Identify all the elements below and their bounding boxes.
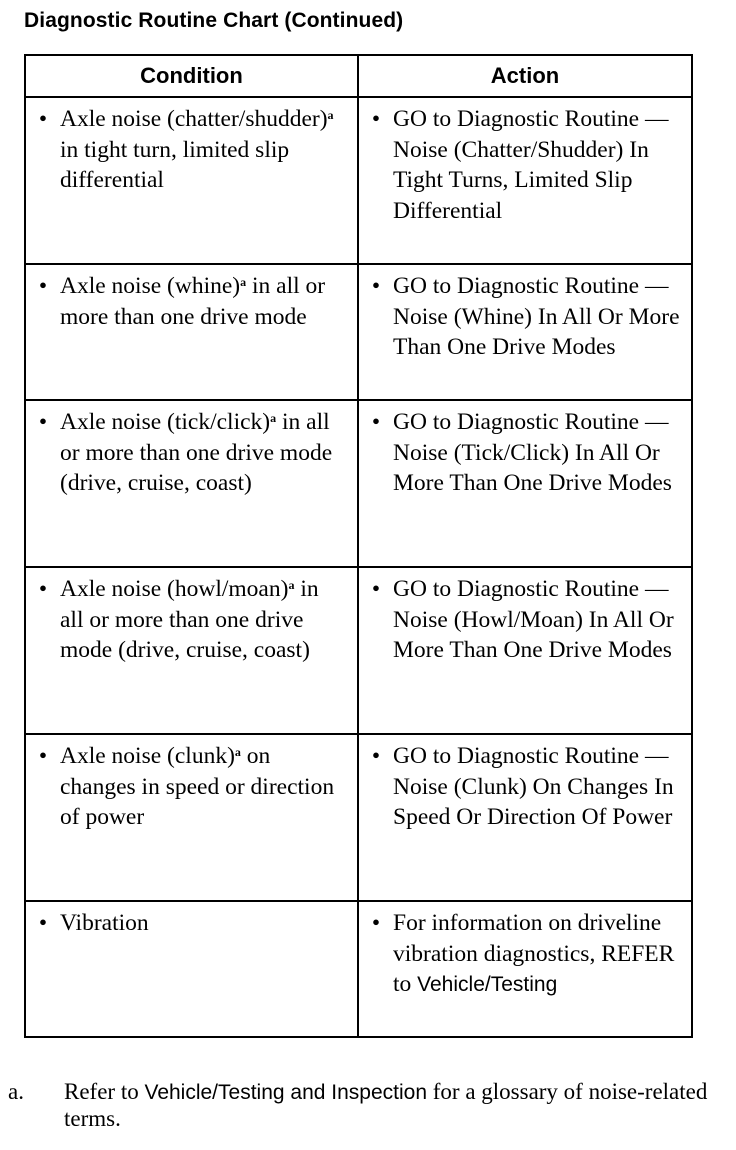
bullet-icon: •	[38, 106, 48, 132]
footnote-text: Refer to	[64, 1079, 145, 1104]
bullet-icon: •	[38, 910, 48, 936]
table-row	[25, 97, 692, 264]
action-cell	[358, 400, 692, 567]
condition-cell	[25, 97, 358, 264]
bullet-icon: •	[371, 106, 381, 132]
condition-text: Axle noise (whine)	[60, 273, 241, 299]
condition-text: Axle noise (howl/moan)	[60, 576, 289, 602]
action-cell	[358, 567, 692, 734]
condition-cell	[25, 734, 358, 901]
condition-text-continued: in all or more than one drive mode (drive, cruise, coast)	[60, 409, 333, 496]
condition-cell	[25, 567, 358, 734]
condition-text-continued: on changes in speed or direction of power	[60, 743, 335, 830]
condition-cell	[25, 264, 358, 400]
column-header-condition: Condition	[25, 55, 358, 97]
table-row	[25, 567, 692, 734]
footnote-marker: a	[327, 108, 334, 122]
condition-text: Vibration	[60, 910, 149, 936]
table-row	[25, 400, 692, 567]
table-header-row	[25, 55, 692, 97]
condition-text: Axle noise (chatter/shudder)	[60, 106, 328, 132]
table-row	[25, 264, 692, 400]
action-cell	[358, 264, 692, 400]
bullet-icon: •	[38, 576, 48, 602]
condition-text-continued: in all or more than one drive mode (drive, cruise, coast)	[60, 576, 319, 663]
bullet-icon: •	[371, 910, 381, 936]
bullet-icon: •	[371, 743, 381, 769]
bullet-icon: •	[38, 743, 48, 769]
table-row	[25, 901, 692, 1037]
action-cell	[358, 901, 692, 1037]
condition-cell	[25, 400, 358, 567]
footnote-label: a.	[8, 1079, 24, 1104]
cross-reference-link[interactable]: Vehicle/Testing	[417, 973, 558, 996]
bullet-icon: •	[38, 409, 48, 435]
footnote-marker: a	[240, 275, 247, 289]
condition-text: Axle noise (clunk)	[60, 743, 235, 769]
action-text: GO to Diagnostic Routine — Noise (Tick/Click) In All Or More Than One Drive Modes	[393, 409, 672, 496]
footnote-text-continued: for a glossary of noise-related terms.	[64, 1079, 708, 1131]
action-text: GO to Diagnostic Routine — Noise (Chatter/Shudder) In Tight Turns, Limited Slip Differential	[393, 106, 669, 224]
column-header-action: Action	[358, 55, 692, 97]
action-text: GO to Diagnostic Routine — Noise (Howl/Moan) In All Or More Than One Drive Modes	[393, 576, 674, 663]
footnote-reference-link[interactable]: Vehicle/Testing and Inspection	[144, 1081, 427, 1104]
bullet-icon: •	[371, 576, 381, 602]
diagnostic-routine-table	[24, 54, 693, 1038]
action-text: GO to Diagnostic Routine — Noise (Clunk) On Changes In Speed Or Direction Of Power	[393, 743, 674, 830]
condition-cell	[25, 901, 358, 1037]
action-text: For information on driveline vibration diagnostics, REFER to	[393, 910, 675, 997]
condition-text-continued: in all or more than one drive mode	[60, 273, 326, 330]
action-cell	[358, 734, 692, 901]
bullet-icon: •	[371, 409, 381, 435]
action-text: GO to Diagnostic Routine — Noise (Whine) In All Or More Than One Drive Modes	[393, 273, 680, 360]
action-cell	[358, 97, 692, 264]
bullet-icon: •	[38, 273, 48, 299]
condition-text-continued: in tight turn, limited slip differential	[60, 136, 290, 193]
footnote-marker: a	[270, 411, 277, 425]
condition-text: Axle noise (tick/click)	[60, 409, 271, 435]
table-row	[25, 734, 692, 901]
page-title: Diagnostic Routine Chart (Continued)	[24, 9, 404, 32]
bullet-icon: •	[371, 273, 381, 299]
footnote	[8, 1079, 708, 1132]
footnote-marker: a	[288, 578, 295, 592]
footnote-marker: a	[234, 745, 241, 759]
